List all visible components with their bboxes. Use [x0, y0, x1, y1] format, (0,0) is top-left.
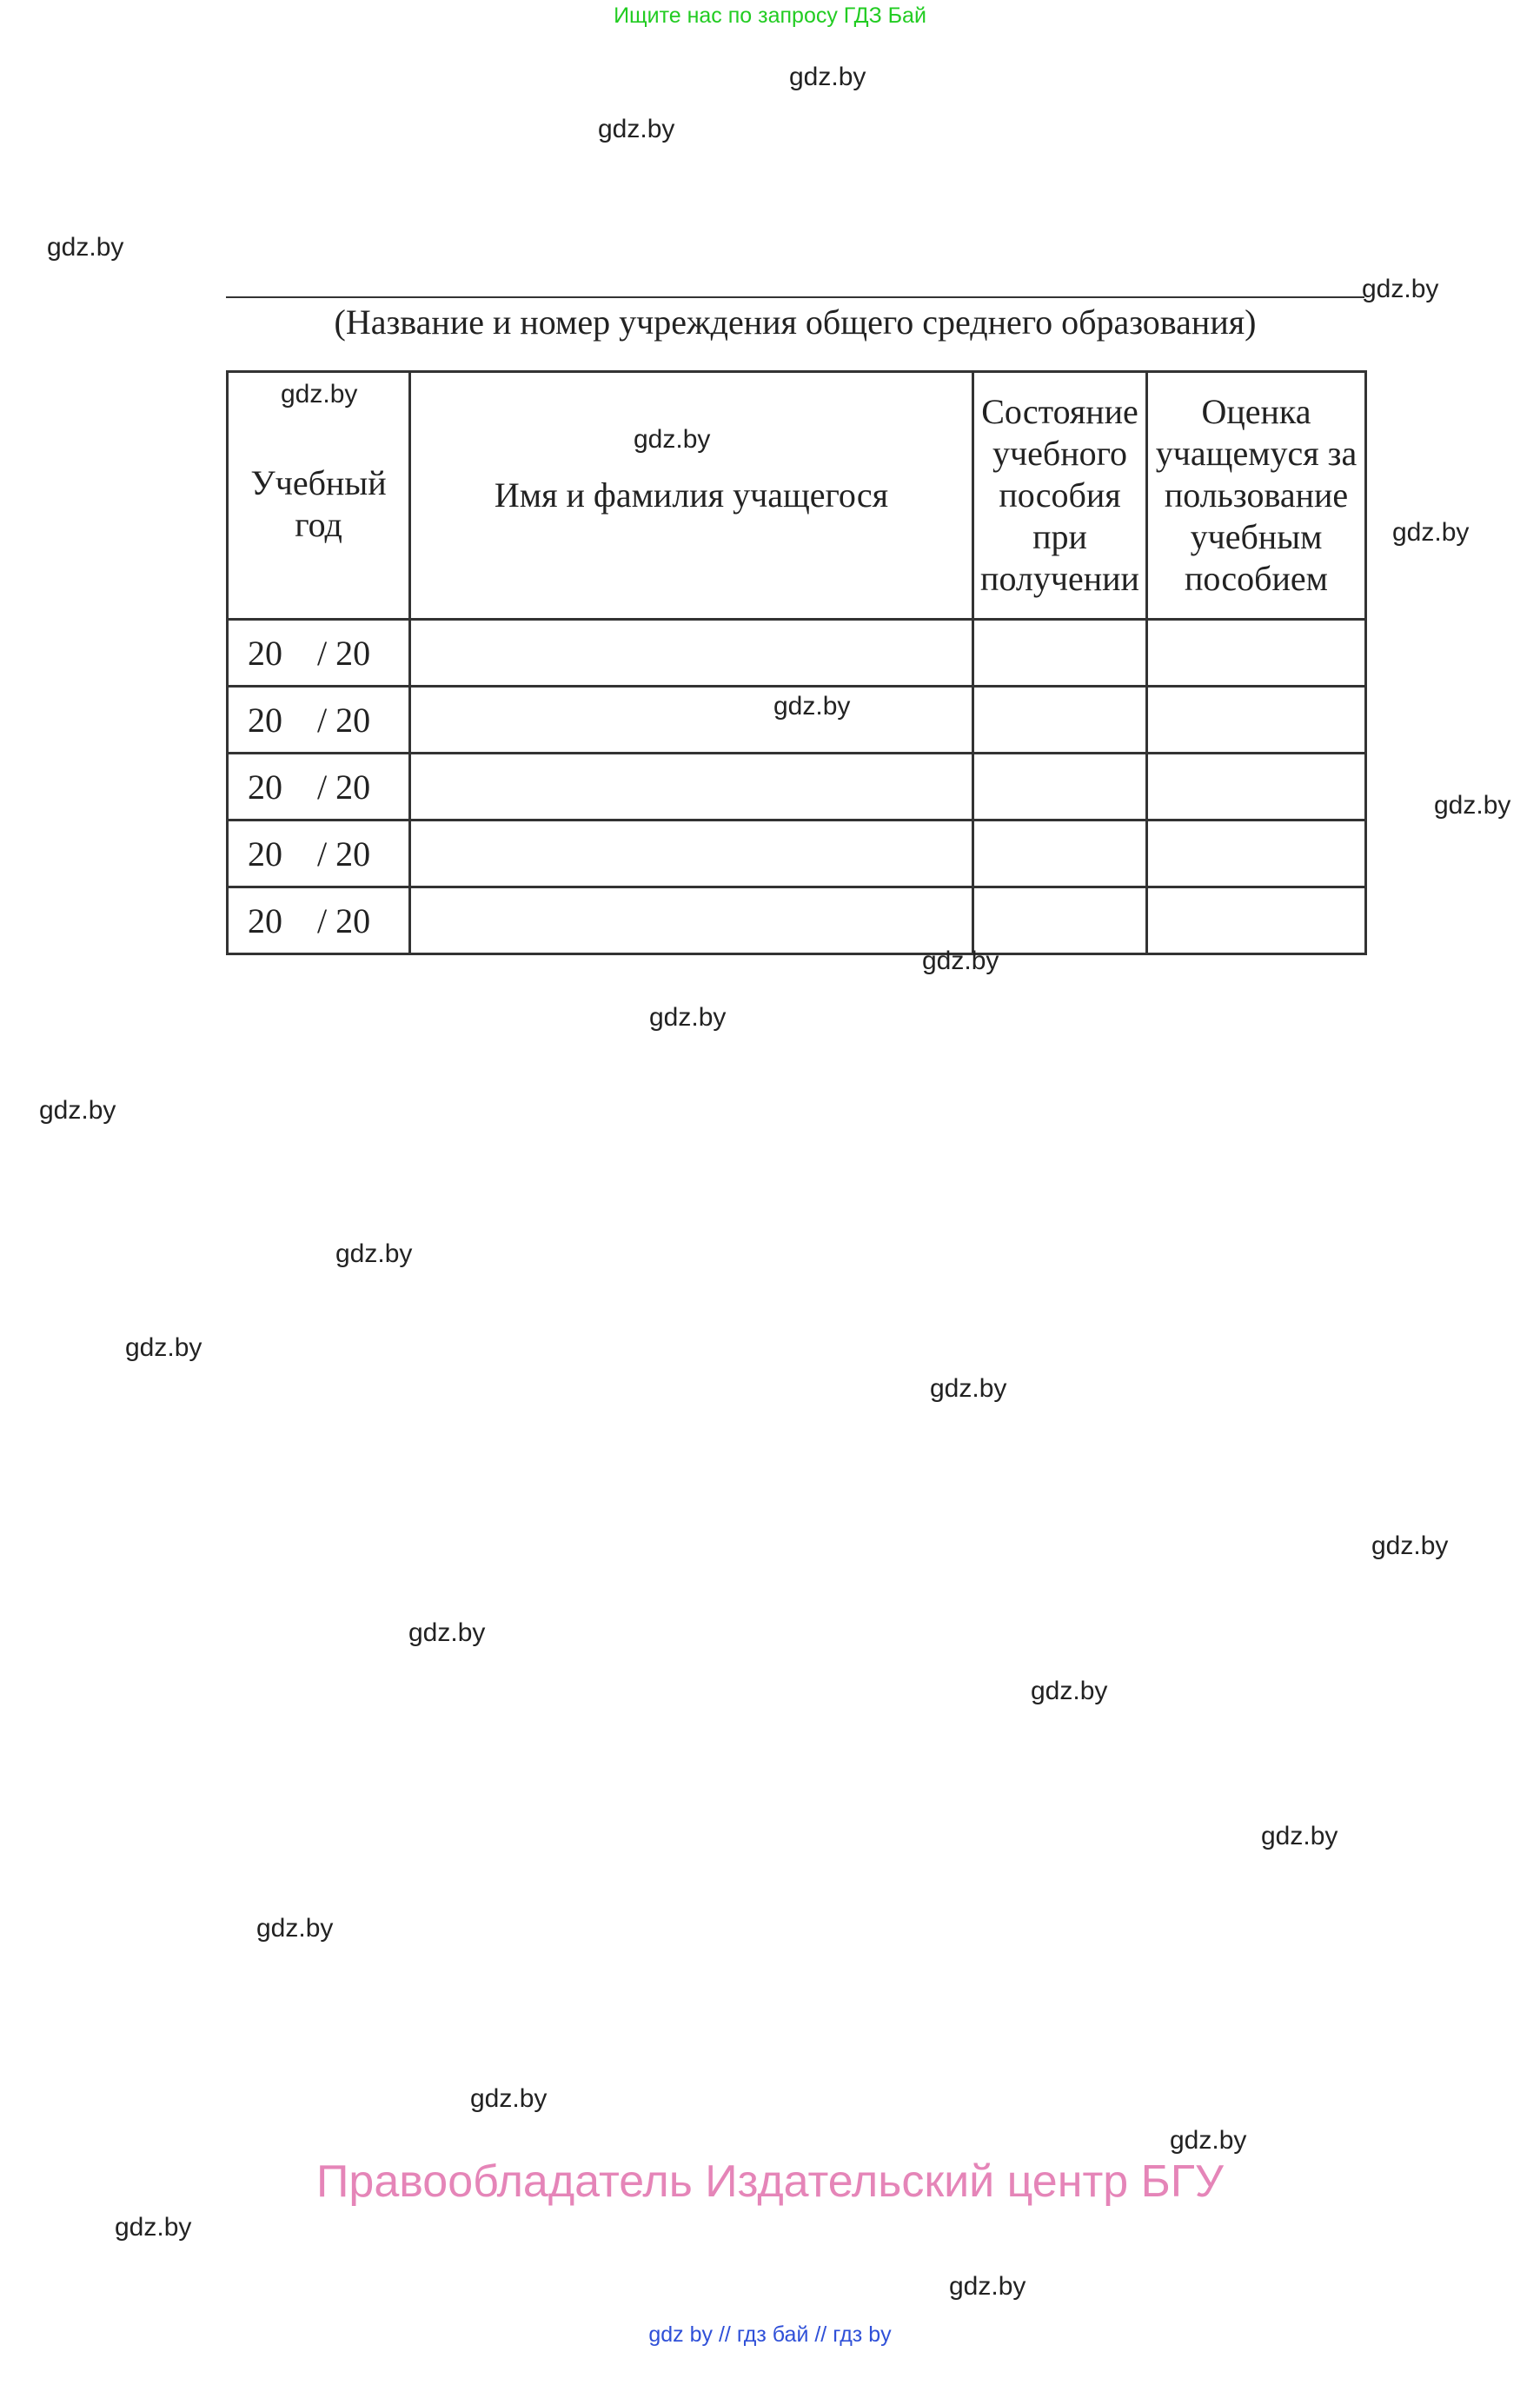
watermark: gdz.by: [39, 1096, 116, 1125]
year-start: 20: [248, 900, 282, 940]
header-condition: Состояние учебного пособия при получении: [973, 372, 1147, 620]
condition-cell: [973, 620, 1147, 687]
watermark: gdz.by: [922, 947, 999, 975]
top-banner: Ищите нас по запросу ГДЗ Бай: [614, 3, 926, 28]
year-end: / 20: [317, 900, 371, 940]
watermark: gdz.by: [773, 692, 851, 721]
student-cell: [410, 820, 973, 887]
student-cell: [410, 687, 973, 754]
condition-cell: [973, 887, 1147, 954]
institution-caption: (Название и номер учреждения общего среднего образования): [334, 302, 1257, 342]
student-cell: [410, 887, 973, 954]
condition-cell: [973, 687, 1147, 754]
watermark: gdz.by: [598, 115, 675, 143]
year-end: / 20: [317, 700, 371, 740]
watermark: gdz.by: [949, 2272, 1026, 2301]
watermark: gdz.by: [470, 2084, 548, 2113]
watermark: gdz.by: [1362, 275, 1439, 303]
year-start: 20: [248, 767, 282, 807]
watermark: gdz.by: [281, 380, 358, 409]
grade-cell: [1147, 620, 1366, 687]
header-year: Учебный год: [228, 372, 410, 620]
condition-cell: [973, 754, 1147, 820]
year-cell: [228, 887, 410, 954]
header-student: Имя и фамилия учащегося: [410, 372, 973, 620]
institution-name-line: [226, 296, 1364, 298]
student-cell: [410, 754, 973, 820]
grade-cell: [1147, 887, 1366, 954]
watermark: gdz.by: [1261, 1822, 1338, 1850]
watermark: gdz.by: [1392, 518, 1470, 547]
year-cell: [228, 820, 410, 887]
header-grade: Оценка учащемуся за пользование учебным пособием: [1147, 372, 1366, 620]
watermark: gdz.by: [335, 1239, 413, 1268]
table-row: [228, 887, 1366, 954]
year-end: / 20: [317, 767, 371, 807]
watermark: gdz.by: [1371, 1531, 1449, 1560]
year-cell: [228, 754, 410, 820]
watermark: gdz.by: [649, 1003, 727, 1032]
year-start: 20: [248, 834, 282, 874]
watermark: gdz.by: [789, 63, 866, 91]
watermark: gdz.by: [1434, 791, 1511, 820]
table-row: [228, 620, 1366, 687]
student-cell: [410, 620, 973, 687]
year-cell: [228, 687, 410, 754]
watermark: gdz.by: [930, 1374, 1007, 1403]
grade-cell: [1147, 820, 1366, 887]
watermark: gdz.by: [1031, 1677, 1108, 1705]
table-row: [228, 820, 1366, 887]
year-end: / 20: [317, 834, 371, 874]
year-start: 20: [248, 633, 282, 673]
condition-cell: [973, 820, 1147, 887]
year-start: 20: [248, 700, 282, 740]
grade-cell: [1147, 687, 1366, 754]
year-end: / 20: [317, 633, 371, 673]
watermark: gdz.by: [125, 1333, 202, 1362]
grade-cell: [1147, 754, 1366, 820]
watermark: gdz.by: [47, 233, 124, 262]
watermark: gdz.by: [408, 1618, 486, 1647]
table-header-row: [228, 372, 1366, 620]
table-row: [228, 754, 1366, 820]
year-cell: [228, 620, 410, 687]
textbook-usage-table: [226, 370, 1367, 955]
watermark: gdz.by: [634, 425, 711, 454]
watermark: gdz.by: [1170, 2126, 1247, 2155]
watermark: gdz.by: [256, 1914, 334, 1943]
watermark: gdz.by: [115, 2213, 192, 2242]
rights-holder: Правообладатель Издательский центр БГУ: [316, 2156, 1224, 2207]
bottom-links[interactable]: gdz by // гдз бай // гдз by: [648, 2322, 892, 2347]
